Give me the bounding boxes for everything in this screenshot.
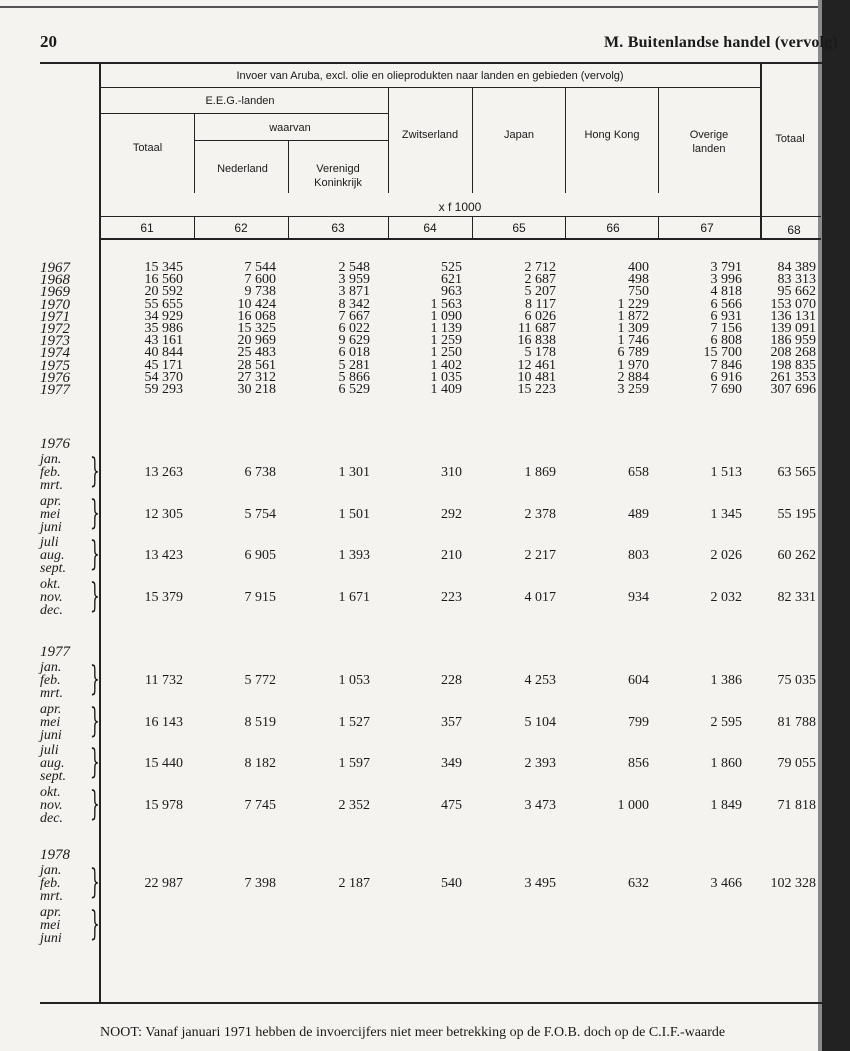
year-label: 1970 (40, 296, 70, 313)
table-cell: 6 738 (244, 465, 276, 480)
table-cell: 153 070 (770, 296, 816, 312)
table-cell: 28 561 (237, 357, 276, 373)
table-cell: 5 866 (338, 369, 370, 385)
table-bottom-rule (40, 1002, 822, 1004)
col-koninkrijk: Koninkrijk (314, 177, 362, 189)
table-cell: 4 818 (710, 284, 742, 300)
table-cell: 658 (628, 465, 649, 480)
table-cell: 498 (628, 272, 649, 288)
col-nederland: Nederland (217, 163, 268, 175)
table-cell: 5 281 (338, 357, 370, 373)
table-cell: 10 424 (237, 296, 276, 312)
table-cell: 81 788 (777, 714, 816, 730)
table-cell: 3 959 (338, 272, 370, 288)
col-verenigd: Verenigd (316, 163, 360, 175)
table-cell: 15 978 (144, 797, 183, 813)
table-cell: 11 687 (518, 321, 556, 336)
colnum-61: 61 (140, 221, 154, 235)
table-cell: 1 597 (338, 756, 370, 771)
table-cell: 310 (441, 465, 462, 480)
table-cell: 15 379 (144, 589, 183, 605)
numdiv-5 (565, 216, 566, 240)
table-cell: 1 746 (617, 333, 649, 349)
table-cell: 1 301 (338, 465, 370, 480)
col-totaal: Totaal (775, 133, 805, 145)
quarter-brace: } (89, 742, 100, 782)
table-cell: 198 835 (770, 357, 816, 373)
quarter-brace: } (89, 451, 100, 491)
waarvan-label: waarvan (269, 122, 311, 134)
table-cell: 5 772 (244, 673, 276, 688)
table-cell: 35 986 (144, 321, 183, 336)
table-cell: 1 501 (338, 506, 370, 522)
table-cell: 2 378 (524, 506, 556, 522)
month-label: mei (40, 714, 61, 730)
table-cell: 2 687 (524, 272, 556, 288)
table-cell: 475 (441, 797, 462, 813)
month-label: mei (40, 917, 61, 933)
table-cell: 963 (441, 284, 462, 300)
month-label: mrt. (40, 686, 63, 701)
table-cell: 75 035 (777, 673, 816, 688)
table-cell: 63 565 (777, 465, 816, 480)
table-cell: 1 563 (430, 296, 462, 312)
table-cell: 3 996 (710, 272, 742, 288)
month-label: aug. (40, 548, 65, 563)
table-top-rule (40, 62, 822, 64)
table-cell: 15 223 (517, 382, 556, 397)
table-cell: 208 268 (770, 345, 816, 361)
table-cell: 9 629 (338, 333, 370, 349)
month-label: feb. (40, 673, 61, 688)
table-cell: 2 595 (710, 714, 742, 730)
colnum-67: 67 (700, 221, 714, 235)
table-cell: 1 860 (710, 756, 742, 771)
table-cell: 1 386 (710, 673, 742, 688)
table-cell: 1 035 (430, 369, 462, 385)
table-cell: 7 398 (244, 876, 276, 891)
table-cell: 55 195 (777, 506, 816, 522)
table-cell: 2 032 (710, 589, 742, 605)
table-cell: 7 690 (710, 382, 742, 397)
table-cell: 4 253 (524, 673, 556, 688)
table-cell: 54 370 (144, 369, 183, 385)
quarter-brace: } (89, 783, 100, 824)
table-cell: 186 959 (770, 333, 816, 349)
unit-label: x f 1000 (438, 200, 482, 214)
table-cell: 40 844 (144, 345, 183, 361)
page-top-border (0, 6, 822, 8)
header-rule-3 (194, 140, 388, 141)
table-cell: 6 018 (338, 345, 370, 361)
month-label: feb. (40, 465, 61, 480)
table-cell: 5 754 (244, 506, 276, 522)
table-cell: 525 (441, 260, 462, 275)
month-label: mei (40, 506, 61, 522)
colnum-68: 68 (787, 223, 801, 237)
month-label: juni (40, 519, 62, 535)
year-label: 1975 (40, 357, 70, 374)
table-cell: 2 884 (617, 369, 649, 385)
table-cell: 27 312 (237, 369, 276, 385)
table-cell: 2 217 (524, 548, 556, 563)
table-cell: 540 (441, 876, 462, 891)
table-cell: 6 026 (524, 308, 556, 324)
table-cell: 1 402 (430, 357, 462, 373)
table-cell: 30 218 (237, 382, 276, 397)
table-cell: 6 905 (244, 548, 276, 563)
table-cell: 1 671 (338, 589, 370, 605)
table-cell: 12 461 (517, 357, 556, 373)
month-label: dec. (40, 602, 63, 618)
table-cell: 7 600 (244, 272, 276, 288)
table-cell: 489 (628, 506, 649, 522)
table-cell: 1 513 (710, 465, 742, 480)
table-cell: 10 481 (517, 369, 556, 385)
table-cell: 15 345 (144, 260, 183, 275)
month-label: juni (40, 727, 62, 743)
table-cell: 6 566 (710, 296, 742, 312)
table-cell: 6 789 (617, 345, 649, 361)
table-cell: 261 353 (770, 369, 816, 385)
month-label: juni (40, 930, 62, 946)
year-label: 1974 (40, 345, 70, 362)
header-rule-1 (101, 87, 761, 88)
table-cell: 102 328 (770, 876, 816, 891)
table-cell: 3 791 (710, 260, 742, 275)
group-year-label: 1978 (40, 847, 70, 863)
table-cell: 16 560 (144, 272, 183, 288)
table-cell: 71 818 (777, 797, 816, 813)
table-cell: 43 161 (144, 333, 183, 349)
table-cell: 803 (628, 548, 649, 563)
table-cell: 400 (628, 260, 649, 275)
table-cell: 4 017 (524, 589, 556, 605)
table-cell: 1 393 (338, 548, 370, 563)
table-cell: 1 409 (430, 382, 462, 397)
table-cell: 228 (441, 673, 462, 688)
month-label: okt. (40, 576, 61, 592)
vdiv-3 (388, 87, 389, 193)
table-cell: 1 139 (430, 321, 462, 336)
year-label: 1969 (40, 284, 70, 301)
table-cell: 6 529 (338, 382, 370, 397)
table-cell: 604 (628, 673, 649, 688)
table-cell: 1 090 (430, 308, 462, 324)
table-cell: 1 250 (430, 345, 462, 361)
table-cell: 84 389 (777, 260, 816, 275)
month-label: apr. (40, 493, 62, 509)
table-cell: 16 838 (517, 333, 556, 349)
colnum-64: 64 (423, 221, 437, 235)
numdiv-4 (472, 216, 473, 240)
table-cell: 83 313 (777, 272, 816, 288)
table-cell: 13 263 (144, 465, 183, 480)
month-label: nov. (40, 797, 63, 813)
col-totaal-eeg: Totaal (132, 142, 163, 154)
col-landen: landen (692, 143, 726, 155)
table-cell: 16 143 (144, 714, 183, 730)
table-cell: 2 393 (524, 756, 556, 771)
table-cell: 8 519 (244, 714, 276, 730)
table-cell: 11 732 (145, 673, 183, 688)
col-japan: Japan (504, 129, 534, 141)
quarter-brace: } (89, 534, 100, 574)
year-label: 1972 (40, 321, 70, 337)
month-label: juli (40, 535, 59, 550)
table-cell: 139 091 (770, 321, 816, 336)
colnum-65: 65 (512, 221, 526, 235)
year-label: 1967 (40, 260, 70, 276)
table-cell: 8 342 (338, 296, 370, 312)
table-cell: 1 000 (617, 797, 649, 813)
table-cell: 6 916 (710, 369, 742, 385)
month-label: jan. (40, 660, 62, 675)
table-cell: 136 131 (770, 308, 816, 324)
table-cell: 13 423 (144, 548, 183, 563)
month-label: okt. (40, 784, 61, 800)
table-cell: 5 207 (524, 284, 556, 300)
table-cell: 1 872 (617, 308, 649, 324)
table-cell: 7 745 (244, 797, 276, 813)
table-cell: 8 117 (525, 296, 556, 312)
month-label: mrt. (40, 478, 63, 493)
table-cell: 12 305 (144, 506, 183, 522)
month-label: feb. (40, 876, 61, 891)
footnote: NOOT: Vanaf januari 1971 hebben de invoercijfers niet meer betrekking op de F.O.B. doch op de C.I.F.-waarde (100, 1025, 726, 1040)
table-cell: 82 331 (777, 589, 816, 605)
table-cell: 1 970 (617, 357, 649, 373)
year-label: 1973 (40, 333, 70, 350)
month-label: apr. (40, 701, 62, 717)
table-cell: 15 325 (237, 321, 276, 336)
table-cell: 25 483 (237, 345, 276, 361)
table-cell: 1 527 (338, 714, 370, 730)
table-cell: 59 293 (144, 382, 183, 397)
table-cell: 1 259 (430, 333, 462, 349)
table-cell: 6 808 (710, 333, 742, 349)
numdiv-2 (288, 216, 289, 240)
month-label: sept. (40, 561, 67, 576)
colnum-63: 63 (331, 221, 345, 235)
table-cell: 3 871 (338, 284, 370, 300)
table-cell: 95 662 (777, 284, 816, 300)
quarter-brace: } (89, 492, 100, 533)
table-cell: 79 055 (777, 756, 816, 771)
table-cell: 223 (441, 589, 462, 605)
table-cell: 15 440 (144, 756, 183, 771)
col-overige: Overige (689, 129, 729, 141)
table-cell: 750 (628, 284, 649, 300)
quarter-brace: } (89, 659, 100, 699)
colnum-62: 62 (234, 221, 248, 235)
eeg-label: E.E.G.-landen (205, 95, 275, 107)
table-cell: 55 655 (144, 296, 183, 312)
table-cell: 856 (628, 756, 649, 771)
col-hongkong: Hong Kong (584, 129, 640, 141)
table-cell: 5 178 (524, 345, 556, 361)
table-cell: 1 345 (710, 506, 742, 522)
table-cell: 632 (628, 876, 649, 891)
table-cell: 2 187 (338, 876, 370, 891)
table-cell: 7 156 (710, 321, 742, 336)
table-cell: 210 (441, 548, 462, 563)
month-label: mrt. (40, 889, 63, 904)
table-cell: 349 (441, 756, 462, 771)
table-cell: 7 544 (244, 260, 276, 275)
table-cell: 292 (441, 506, 462, 522)
quarter-brace: } (89, 862, 100, 902)
quarter-brace: } (89, 700, 100, 741)
table-cell: 1 053 (338, 673, 370, 688)
colnum-66: 66 (606, 221, 620, 235)
table-cell: 6 022 (338, 321, 370, 336)
table-cell: 3 495 (524, 876, 556, 891)
chapter-title: M. Buitenlandse handel (vervolg) (604, 34, 838, 51)
table-cell: 799 (628, 714, 649, 730)
group-year-label: 1977 (40, 644, 70, 660)
table-cell: 621 (441, 272, 462, 288)
table-cell: 2 352 (338, 797, 370, 813)
vdiv-5 (565, 87, 566, 193)
month-label: aug. (40, 756, 65, 771)
table-cell: 22 987 (144, 876, 183, 891)
table-cell: 9 738 (244, 284, 276, 300)
month-label: nov. (40, 589, 63, 605)
year-label: 1971 (40, 308, 70, 325)
month-label: apr. (40, 904, 62, 920)
table-cell: 2 548 (338, 260, 370, 275)
page-number: 20 (40, 32, 57, 51)
table-cell: 2 026 (710, 548, 742, 563)
month-label: jan. (40, 452, 62, 467)
table-cell: 1 849 (710, 797, 742, 813)
header-rule-2 (101, 113, 388, 114)
col-zwitserland: Zwitserland (401, 129, 459, 141)
table-cell: 357 (441, 714, 462, 730)
vdiv-6 (658, 87, 659, 193)
month-label: sept. (40, 769, 67, 784)
page-edge (822, 0, 850, 1051)
table-main-title: Invoer van Aruba, excl. olie en olieprodukten naar landen en gebieden (vervolg) (236, 70, 624, 82)
month-label: juli (40, 743, 59, 758)
table-cell: 7 846 (710, 357, 742, 373)
table-cell: 5 104 (524, 714, 556, 730)
table-cell: 1 229 (617, 296, 649, 312)
table-cell: 20 969 (237, 333, 276, 349)
table-cell: 45 171 (144, 357, 183, 373)
table-cell: 34 929 (144, 308, 183, 324)
numdiv-3 (388, 216, 389, 240)
table-cell: 7 667 (338, 308, 370, 324)
table-cell: 3 473 (524, 797, 556, 813)
numdiv-1 (194, 216, 195, 240)
table-cell: 934 (628, 589, 649, 605)
table-cell: 3 259 (617, 382, 649, 397)
header-rule-5 (101, 238, 821, 240)
year-label: 1976 (40, 369, 70, 386)
numdiv-6 (658, 216, 659, 240)
table-cell: 2 712 (524, 260, 556, 275)
month-label: dec. (40, 810, 63, 826)
quarter-brace: } (89, 575, 100, 616)
table-cell: 3 466 (710, 876, 742, 891)
quarter-brace: } (89, 903, 100, 944)
header-rule-4 (101, 216, 821, 217)
table-cell: 7 915 (244, 589, 276, 605)
group-year-label: 1976 (40, 436, 70, 452)
month-label: jan. (40, 863, 62, 878)
table-cell: 6 931 (710, 308, 742, 324)
year-label: 1977 (40, 382, 70, 398)
table-cell: 15 700 (703, 345, 742, 361)
table-cell: 16 068 (237, 308, 276, 324)
vdiv-2 (288, 140, 289, 193)
vdiv-4 (472, 87, 473, 193)
vdiv-7 (760, 62, 762, 240)
year-label: 1968 (40, 272, 70, 289)
vdiv-1 (194, 113, 195, 193)
table-cell: 8 182 (244, 756, 276, 771)
table-cell: 60 262 (777, 548, 816, 563)
table-cell: 20 592 (144, 284, 183, 300)
table-cell: 1 309 (617, 321, 649, 336)
table-cell: 1 869 (524, 465, 556, 480)
table-cell: 307 696 (770, 382, 816, 397)
